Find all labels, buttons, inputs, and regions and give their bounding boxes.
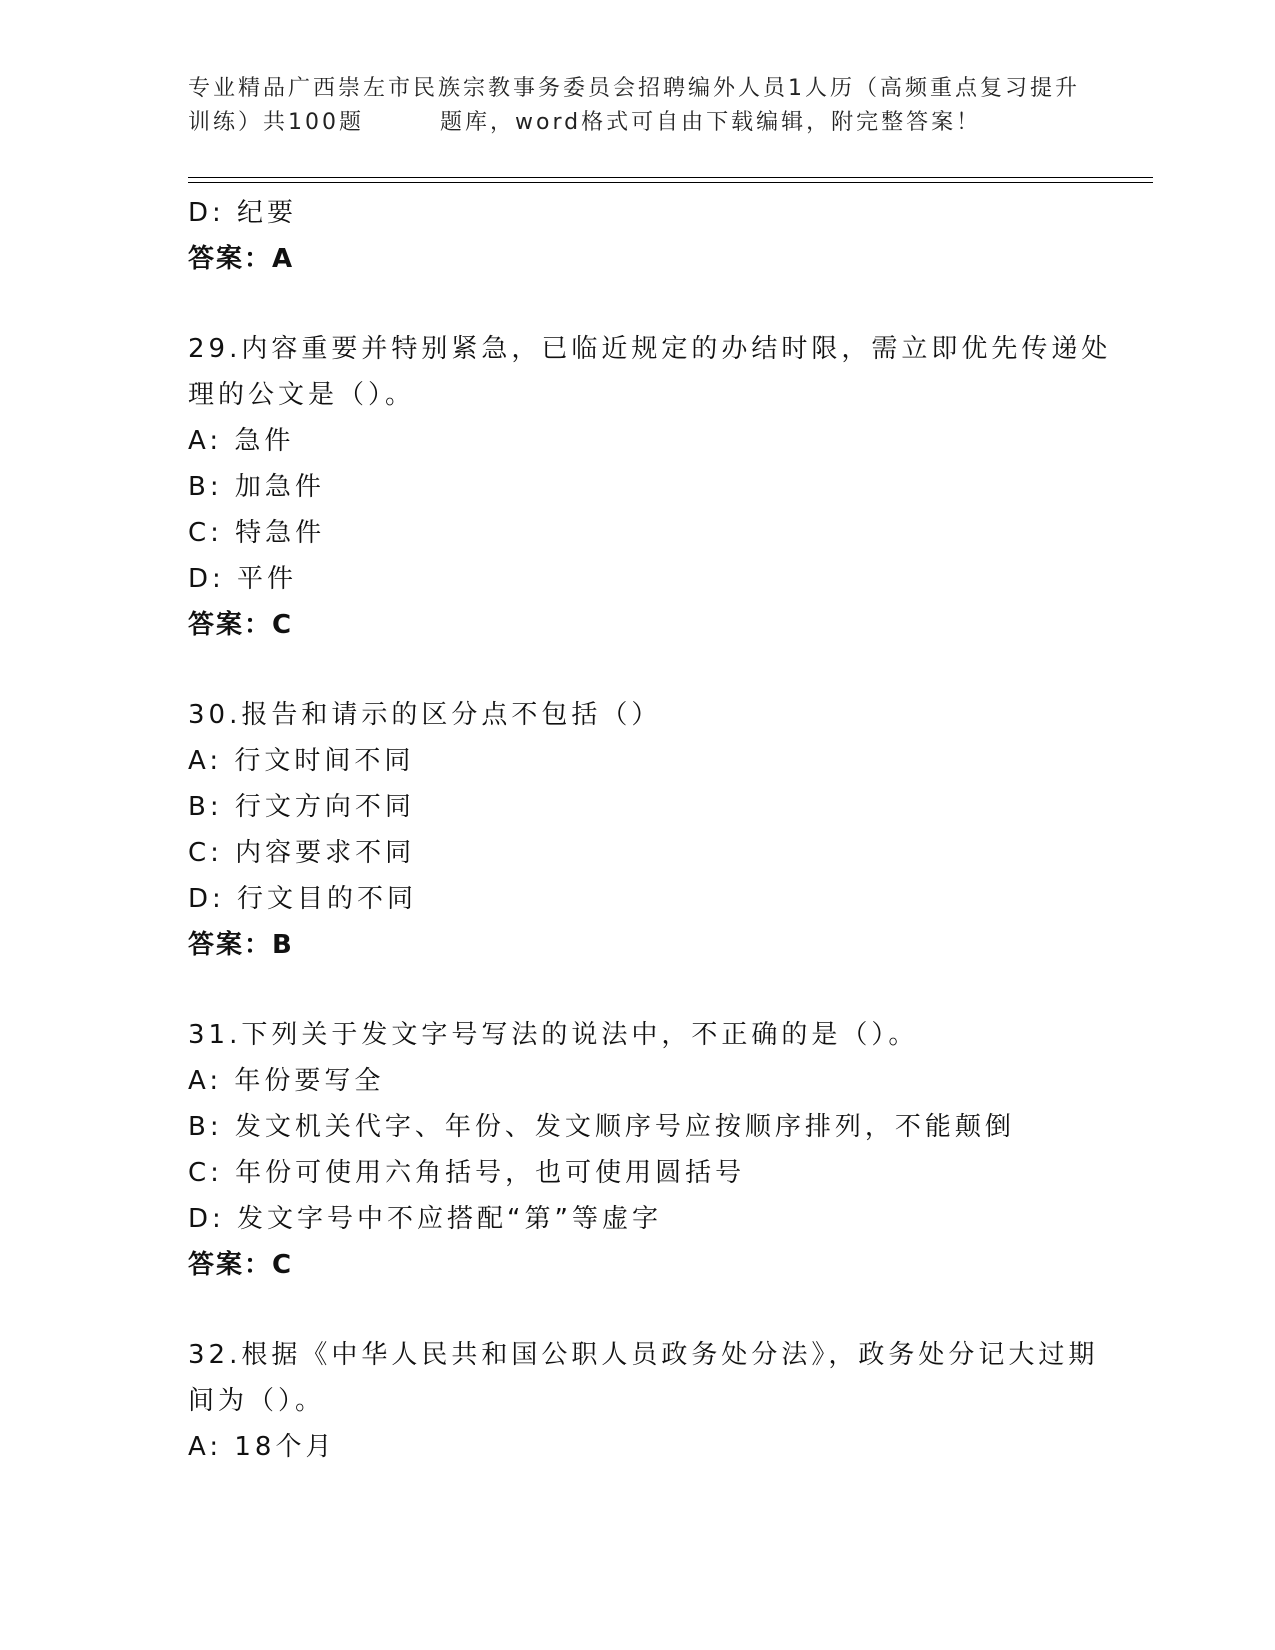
question-32 — [188, 1332, 1148, 1470]
question-text: 理的公文是（）。 — [188, 380, 416, 410]
question-31 — [188, 1012, 1148, 1288]
header-title-line-1: 专业精品广西崇左市民族宗教事务委员会招聘编外人员1人历（高频重点复习提升 — [188, 76, 1080, 101]
option-a: A: 急件 — [188, 426, 295, 456]
answer-line: 答案：A — [188, 244, 295, 274]
question-text: 30.报告和请示的区分点不包括（） — [188, 700, 662, 730]
header-title-part-b: 题库，word格式可自由下载编辑，附完整答案！ — [440, 110, 982, 135]
option-c: C: 内容要求不同 — [188, 838, 416, 868]
previous-question-tail — [188, 190, 1148, 282]
option-c: C: 特急件 — [188, 518, 326, 548]
option-d: D: 行文目的不同 — [188, 884, 418, 914]
option-b: B: 行文方向不同 — [188, 792, 415, 822]
header-title-part-a: 训练）共100题 — [188, 110, 364, 135]
question-list — [188, 190, 1148, 1470]
option-b: B: 加急件 — [188, 472, 325, 502]
header-divider-bottom — [188, 182, 1153, 183]
question-29 — [188, 326, 1148, 648]
question-text: 29.内容重要并特别紧急，已临近规定的办结时限，需立即优先传递处 — [188, 334, 1112, 364]
answer-line: 答案：B — [188, 930, 294, 960]
question-text: 间为（）。 — [188, 1386, 326, 1416]
option-a: A: 18个月 — [188, 1432, 336, 1462]
question-text: 32.根据《中华人民共和国公职人员政务处分法》，政务处分记大过期 — [188, 1340, 1099, 1370]
option-b: B: 发文机关代字、年份、发文顺序号应按顺序排列，不能颠倒 — [188, 1112, 1015, 1142]
page-header — [188, 72, 1088, 140]
option-d: D: 纪要 — [188, 198, 298, 228]
option-a: A: 行文时间不同 — [188, 746, 415, 776]
question-30 — [188, 692, 1148, 968]
header-divider-top — [188, 177, 1153, 178]
answer-line: 答案：C — [188, 1250, 294, 1280]
option-c: C: 年份可使用六角括号，也可使用圆括号 — [188, 1158, 746, 1188]
option-d: D: 平件 — [188, 564, 298, 594]
header-title-line-2 — [188, 106, 1088, 140]
option-d: D: 发文字号中不应搭配“第”等虚字 — [188, 1204, 662, 1234]
question-text: 31.下列关于发文字号写法的说法中，不正确的是（）。 — [188, 1020, 919, 1050]
answer-line: 答案：C — [188, 610, 294, 640]
option-a: A: 年份要写全 — [188, 1066, 385, 1096]
